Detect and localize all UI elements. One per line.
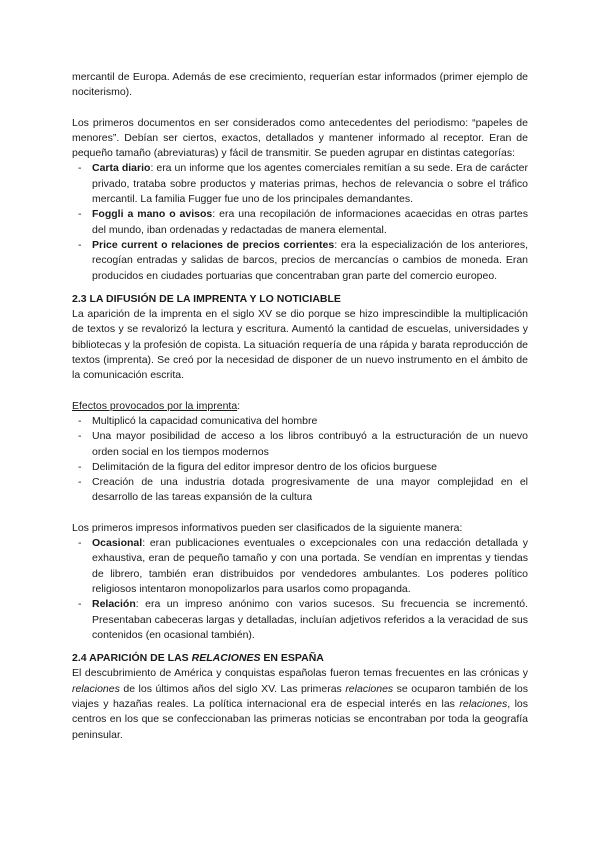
intro-continuation: mercantil de Europa. Además de ese crecimiento, requerían estar informados (primer ejemplo de nociterismo). [72, 71, 528, 99]
document-page [72, 70, 528, 743]
list-item: - Multiplicó la capacidad comunicativa del hombre [78, 414, 318, 427]
list-item: - Delimitación de la figura del editor impresor dentro de los oficios burguese [78, 460, 437, 473]
term-relacion: Relación [92, 598, 136, 611]
classification-list [72, 536, 528, 643]
list-item: - Price current o relaciones de precios corrientes: era la especialización de los anteriores, recogían entradas y salidas de barcos, precios de mercancías o cambios de moneda. Eran producidos en ciudades portuarias que concentraban gran parte del comercio europeo. [78, 238, 528, 282]
term-carta-diario: Carta diario [92, 162, 151, 175]
relaciones-paragraph: El descubrimiento de América y conquistas españolas fueron temas frecuentes en las crónicas y relaciones de los últimos años del siglo XV. Las primeras relaciones se ocuparon también de los viajes y hazañas reales. La política internacional era de especial interés en las relaciones, los centros en los que se confeccionaban las primeras noticias se encontraban por toda la geografía peninsular. [72, 667, 529, 741]
early-docs-paragraph: Los primeros documentos en ser considerados como antecedentes del periodismo: “papeles de menores”. Debían ser ciertos, exactos, detallados y mantener informado al receptor. Eran de pequeño tamaño (abreviaturas) y fácil de transmitir. Se pueden agrupar en distintas categorías: [72, 116, 528, 160]
list-item: - Carta diario: era un informe que los agentes comerciales remitían a su sede. Era de carácter privado, trataba sobre productos y materias primas, hechos de relevancia o sobre el tráfico mercantil. La familia Fugger fue uno de los principales demandantes. [78, 162, 528, 206]
list-item: - Ocasional: eran publicaciones eventuales o excepcionales con una redacción detallada y exhaustiva, eran de pequeño tamaño y con una portada. Se vendían en imprentas y tiendas de librero, también eran distribuidos por vendedores ambulantes. Los poderes político religiosos intentaron monopolizarlos para usarlos como propaganda. [78, 537, 528, 595]
effects-label: Efectos provocados por la imprenta: [72, 399, 241, 412]
list-item: - Relación: era un impreso anónimo con varios sucesos. Su frecuencia se incrementó. Presentaban cabeceras largas y detalladas, incluían adjetivos referidos a la veracidad de sus contenidos (en ocasional también). [78, 598, 528, 641]
term-price-current: Price current o relaciones de precios corrientes [92, 238, 335, 251]
classification-intro: Los primeros impresos informativos pueden ser clasificados de la siguiente manera: [72, 521, 463, 534]
list-item: - Creación de una industria dotada progresivamente de una mayor complejidad en el desarrollo de las tareas expansión de la cultura [78, 476, 528, 504]
list-item: - Foggli a mano o avisos: era una recopilación de informaciones acaecidas en otras partes del mundo, iban ordenadas y redactadas de manera elemental. [78, 208, 528, 236]
effects-list [72, 414, 528, 506]
term-ocasional: Ocasional [92, 537, 143, 550]
section-heading-2-3: 2.3 LA DIFUSIÓN DE LA IMPRENTA Y LO NOTICIABLE [72, 292, 341, 305]
term-foggli: Foggli a mano o avisos [92, 208, 213, 221]
list-item: - Una mayor posibilidad de acceso a los libros contribuyó a la estructuración de un nuevo orden social en los tiempos modernos [78, 430, 528, 458]
imprenta-paragraph: La aparición de la imprenta en el siglo XV se dio porque se hizo imprescindible la multiplicación de textos y se revalorizó la lectura y escritura. Aumentó la cantidad de escuelas, universidades y bibliotecas y la profesión de copista. La situación requería de una rápida y barata reproducción de textos (imprenta). Se creó por la necesidad de disponer de un nuevo instrumento en el ámbito de la comunicación escrita. [72, 308, 528, 382]
early-docs-list [72, 161, 528, 283]
section-heading-2-4: 2.4 APARICIÓN DE LAS RELACIONES EN ESPAÑA [72, 652, 324, 665]
